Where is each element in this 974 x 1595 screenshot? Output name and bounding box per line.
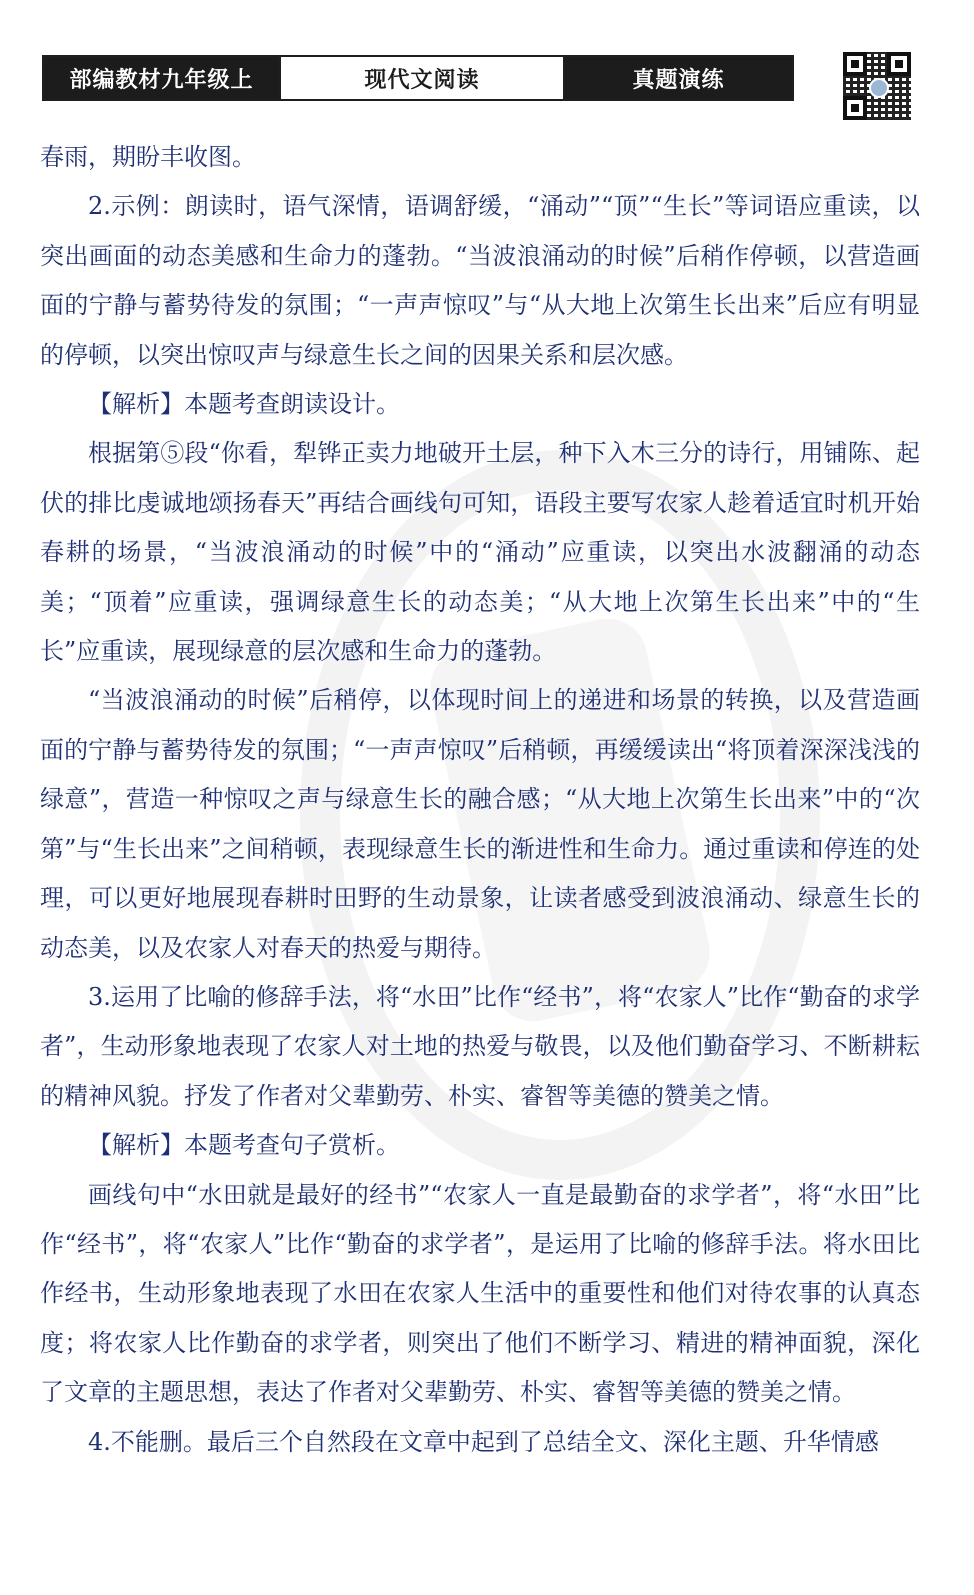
header-bar bbox=[42, 55, 794, 101]
answer-content bbox=[40, 133, 920, 1467]
header-section-title: 现代文阅读 bbox=[279, 57, 565, 99]
paragraph-answer-2: 2.示例：朗读时，语气深情，语调舒缓，“涌动”“顶”“生长”等词语应重读，以突出画面的动态美感和生命力的蓬勃。“当波浪涌动的时候”后稍作停顿，以营造画面的宁静与蓄势待发的氛围；“一声声惊叹”与“从大地上次第生长出来”后应有明显的停顿，以突出惊叹声与绿意生长之间的因果关系和层次感。 bbox=[40, 192, 920, 369]
paragraph-analysis-2-body-2: “当波浪涌动的时候”后稍停，以体现时间上的递进和场景的转换，以及营造画面的宁静与蓄势待发的氛围；“一声声惊叹”后稍顿，再缓缓读出“将顶着深深浅浅的绿意”，营造一种惊叹之声与绿意生长的融合感；“从大地上次第生长出来”中的“次第”与“生长出来”之间稍顿，表现绿意生长的渐进性和生命力。通过重读和停连的处理，可以更好地展现春耕时田野的生动景象，让读者感受到波浪涌动、绿意生长的动态美，以及农家人对春天的热爱与期待。 bbox=[40, 686, 920, 962]
paragraph-analysis-3-label: 【解析】本题考查句子赏析。 bbox=[88, 1131, 400, 1160]
header-practice-label: 真题演练 bbox=[565, 57, 792, 99]
header-textbook-label: 部编教材九年级上 bbox=[44, 57, 279, 99]
paragraph-analysis-3-body: 画线句中“水田就是最好的经书”“农家人一直是最勤奋的求学者”，将“水田”比作“经书”，将“农家人”比作“勤奋的求学者”，是运用了比喻的修辞手法。将水田比作经书，生动形象地表现了水田在农家人生活中的重要性和他们对待农事的认真态度；将农家人比作勤奋的求学者，则突出了他们不断学习、精进的精神面貌，深化了文章的主题思想，表达了作者对父辈勤劳、朴实、睿智等美德的赞美之情。 bbox=[40, 1180, 920, 1407]
paragraph-analysis-2-label: 【解析】本题考查朗读设计。 bbox=[88, 390, 400, 419]
paragraph-continuation: 春雨，期盼丰收图。 bbox=[40, 143, 256, 171]
qr-code-icon bbox=[843, 52, 911, 120]
paragraph-answer-3: 3.运用了比喻的修辞手法，将“水田”比作“经书”，将“农家人”比作“勤奋的求学者”，生动形象地表现了农家人对土地的热爱与敬畏，以及他们勤奋学习、不断耕耘的精神风貌。抒发了作者对父辈勤劳、朴实、睿智等美德的赞美之情。 bbox=[40, 982, 920, 1110]
paragraph-answer-4: 4.不能删。最后三个自然段在文章中起到了总结全文、深化主题、升华情感 bbox=[88, 1427, 879, 1456]
paragraph-analysis-2-body-1: 根据第⑤段“你看，犁铧正卖力地破开土层，种下入木三分的诗行，用铺陈、起伏的排比虔诚地颂扬春天”再结合画线句可知，语段主要写农家人趁着适宜时机开始春耕的场景，“当波浪涌动的时候”中的“涌动”应重读，以突出水波翻涌的动态美；“顶着”应重读，强调绿意生长的动态美；“从大地上次第生长出来”中的“生长”应重读，展现绿意的层次感和生命力的蓬勃。 bbox=[40, 439, 920, 666]
